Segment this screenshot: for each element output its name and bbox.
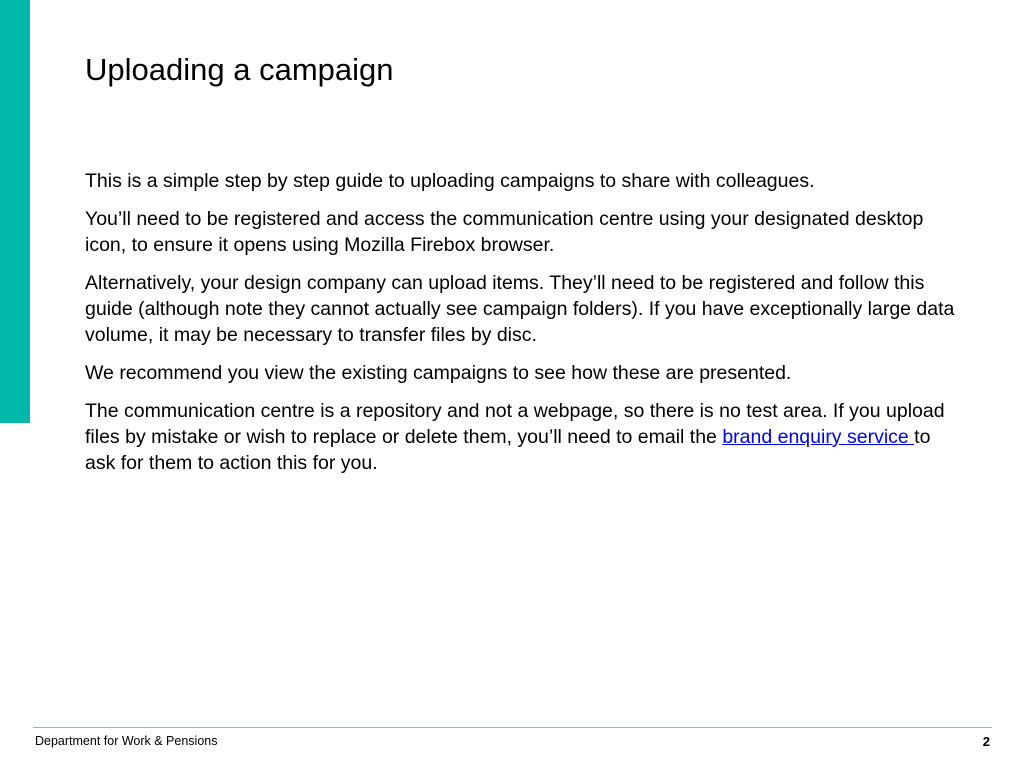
brand-enquiry-service-link[interactable]: brand enquiry service — [722, 426, 915, 448]
footer-department: Department for Work & Pensions — [35, 734, 218, 748]
page-number: 2 — [982, 734, 990, 749]
paragraph-intro: This is a simple step by step guide to uploading campaigns to share with colleagues. — [85, 170, 815, 192]
repository-text-before-link: The communication centre is a repository and not a webpage, so there is no test area. If you upload files by mistake or wish to replace or delete them, you’ll need to email the — [85, 400, 945, 448]
slide-body — [85, 168, 965, 488]
paragraph-design-company: Alternatively, your design company can upload items. They’ll need to be registered and follow this guide (although note they cannot actually see campaign folders). If you have exceptionally large data volume, it may be necessary to transfer files by disc. — [85, 272, 955, 346]
footer-divider — [33, 727, 992, 728]
slide-title: Uploading a campaign — [85, 52, 394, 87]
repository-text-after-link: to ask for them to action this for you. — [85, 426, 931, 474]
paragraph-registration: You’ll need to be registered and access the communication centre using your designated desktop icon, to ensure it opens using Mozilla Firebox browser. — [85, 208, 924, 256]
paragraph-repository — [85, 398, 965, 476]
paragraph-recommendation: We recommend you view the existing campaigns to see how these are presented. — [85, 362, 792, 384]
accent-bar — [0, 0, 30, 423]
